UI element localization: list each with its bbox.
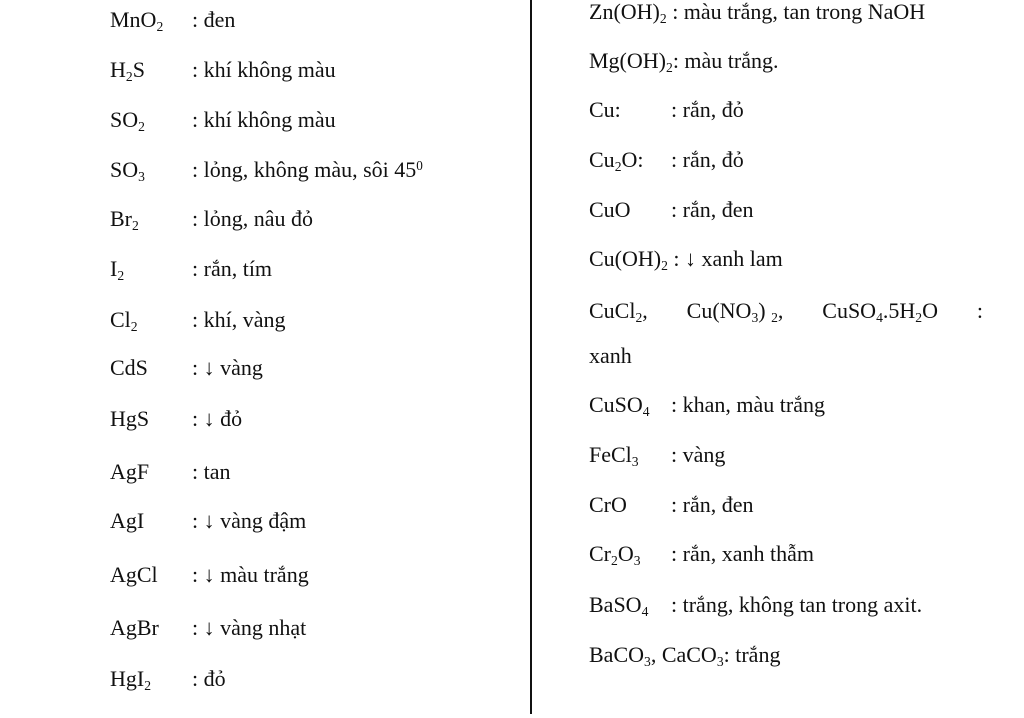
description: : rắn, đỏ: [671, 97, 744, 122]
formula: CuO: [589, 197, 631, 222]
item-text: $Cu(OH)_2$ : ↓ xanh lam: [589, 246, 783, 273]
list-item: [589, 246, 783, 273]
formula: CdS: [110, 355, 148, 380]
description: : tan: [192, 459, 231, 484]
description: : rắn, tím: [192, 256, 273, 281]
item-part: CuCl$_2$,: [589, 298, 648, 325]
description: : khí không màu: [192, 107, 336, 132]
description: : lỏng, không màu, sôi $45^0$: [192, 157, 423, 182]
item-text: xanh: [589, 343, 632, 368]
formula: AgF: [110, 459, 150, 484]
formula: $H_2S$: [110, 57, 145, 84]
item-part: $CuSO_4.5H_2O$: [822, 298, 938, 325]
description: : trắng, không tan trong axit.: [671, 592, 923, 617]
formula: HgI$_2$: [110, 666, 152, 693]
item-text: $Zn(OH)_2$ : màu trắng, tan trong NaOH: [589, 0, 926, 26]
list-item: [589, 642, 781, 669]
list-item: [589, 494, 753, 516]
formula: MnO$_2$: [110, 7, 164, 34]
column-divider: [530, 0, 532, 714]
formula: HgS: [110, 406, 150, 431]
item-part: :: [976, 298, 983, 323]
description: : ↓ đỏ: [192, 406, 243, 431]
description: : ↓ vàng nhạt: [192, 615, 307, 640]
list-item: [589, 199, 753, 221]
list-item: [589, 541, 814, 568]
description: : rắn, xanh thẫm: [671, 541, 814, 566]
formula: $SO_3$: [110, 157, 145, 184]
formula: AgCl: [110, 562, 158, 587]
description: : ↓ vàng: [192, 355, 263, 380]
item-text: $Mg(OH)_2$: màu trắng.: [589, 48, 779, 75]
formula: $Cl_2$: [110, 307, 138, 334]
formula: FeCl$_3$: [589, 442, 639, 469]
formula: $Br_2$: [110, 206, 139, 233]
formula: $Cr_2O_3$: [589, 541, 641, 568]
formula: AgI: [110, 508, 145, 533]
formula: $SO_2$: [110, 107, 145, 134]
description: : rắn, đen: [671, 197, 754, 222]
formula: CrO: [589, 492, 627, 517]
formula: CuSO$_4$: [589, 392, 650, 419]
formula: $Cu_2O$:: [589, 147, 644, 174]
list-item: [589, 442, 726, 469]
description: : ↓ vàng đậm: [192, 508, 307, 533]
item-text: BaCO$_3$, CaCO$_3$: trắng: [589, 642, 781, 669]
list-item: [589, 48, 779, 75]
description: : khan, màu trắng: [671, 392, 825, 417]
list-item: [589, 392, 825, 419]
description: : rắn, đỏ: [671, 147, 744, 172]
description: : khí, vàng: [192, 307, 286, 332]
formula: Cu:: [589, 97, 621, 122]
list-item: [589, 0, 926, 26]
list-item: [589, 147, 744, 174]
description: : vàng: [671, 442, 726, 467]
list-item: [589, 99, 744, 121]
item-part: $Cu(NO_3)$ $_2$,: [686, 298, 784, 325]
formula: BaSO$_4$: [589, 592, 649, 619]
list-item: [589, 345, 632, 367]
description: : rắn, đen: [671, 492, 754, 517]
description: : ↓ màu trắng: [192, 562, 309, 587]
description: : lỏng, nâu đỏ: [192, 206, 313, 231]
description: : đỏ: [192, 666, 226, 691]
description: : đen: [192, 7, 236, 32]
description: : khí không màu: [192, 57, 336, 82]
formula: AgBr: [110, 615, 159, 640]
list-item: [589, 298, 983, 325]
formula: $I_2$: [110, 256, 125, 283]
list-item: [589, 592, 923, 619]
